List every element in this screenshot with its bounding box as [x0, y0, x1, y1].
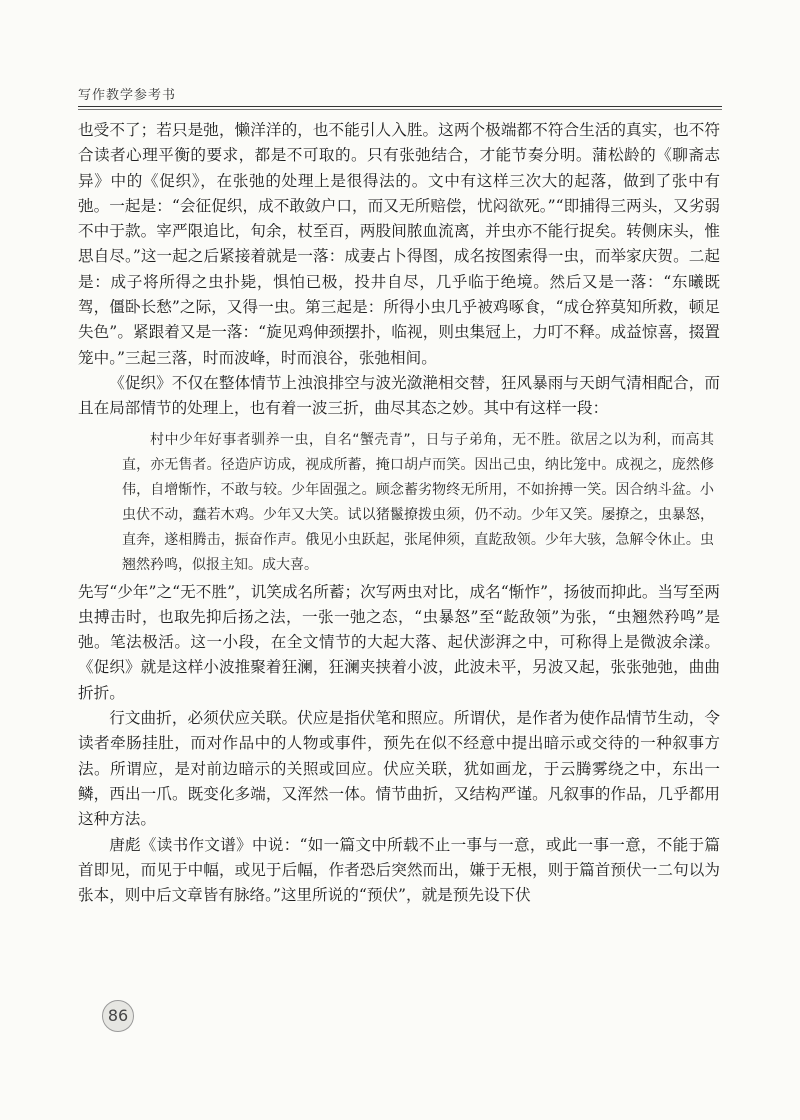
paragraph-4: 行文曲折，必须伏应关联。伏应是指伏笔和照应。所谓伏，是作者为使作品情节生动，令读者牵肠挂肚，而对作品中的人物或事件，预先在似不经意中提出暗示或交待的一种叙事方法。所谓应，是对前边暗示的关照或回应。伏应关联，犹如画龙，于云腾雾绕之中，东出一鳞，西出一爪。既变化多端，又浑然一体。情节曲折，又结构严谨。凡叙事的作品，几乎都用这种方法。 [78, 709, 720, 829]
page-number: 86 [102, 1000, 134, 1032]
paragraph-5: 唐彪《读书作文谱》中说：“如一篇文中所载不止一事与一意，或此一事一意，不能于篇首即见，而见于中幅，或见于后幅，作者恐后突然而出，嫌于无根，则于篇首预伏一二句以为张本，则中后文章皆有脉络。”这里所说的“预伏”，就是预先设下伏 [78, 835, 720, 905]
header-rule [78, 106, 722, 107]
running-header: 写作教学参考书 [78, 88, 177, 103]
page-body [78, 118, 720, 908]
paragraph-3: 先写“少年”之“无不胜”，讥笑成名所蓄；次写两虫对比，成名“惭怍”，扬彼而抑此。当写至两虫搏击时，也取先抑后扬之法，一张一弛之态，“虫暴怒”至“龁敌领”为张，“虫翘然矜鸣”是弛。笔法极活。这一小段，在全文情节的大起大落、起伏澎湃之中，可称得上是微波余漾。《促织》就是这样小波推聚着狂澜，狂澜夹挟着小波，此波未平，另波又起，张张弛弛，曲曲折折。 [78, 582, 720, 702]
quoted-excerpt: 村中少年好事者驯养一虫，自名“蟹壳青”，日与子弟角，无不胜。欲居之以为利，而高其直，亦无售者。径造庐访成，视成所蓄，掩口胡卢而笑。因出己虫，纳比笼中。成视之，庞然修伟，自增惭怍，不敢与较。少年固强之。顾念蓄劣物终无所用，不如拚搏一笑。因合纳斗盆。小虫伏不动，蠢若木鸡。少年又大笑。试以猪鬣撩拨虫须，仍不动。少年又笑。屡撩之，虫暴怒，直奔，遂相腾击，振奋作声。俄见小虫跃起，张尾伸须，直龁敌领。少年大骇，急解令休止。虫翘然矜鸣，似报主知。成大喜。 [122, 431, 714, 573]
paragraph-2: 《促织》不仅在整体情节上浊浪排空与波光潋滟相交替，狂风暴雨与天朗气清相配合，而且在局部情节的处理上，也有着一波三折，曲尽其态之妙。其中有这样一段： [78, 373, 720, 418]
paragraph-1: 也受不了；若只是弛，懒洋洋的，也不能引人入胜。这两个极端都不符合生活的真实，也不符合读者心理平衡的要求，都是不可取的。只有张弛结合，才能节奏分明。蒲松龄的《聊斋志异》中的《促织》，在张弛的处理上是很得法的。文中有这样三次大的起落，做到了张中有弛。一起是：“会征促织，成不敢敛户口，而又无所赔偿，忧闷欲死。”“即捕得三两头，又劣弱不中于款。宰严限追比，旬余，杖至百，两股间脓血流离，并虫亦不能行捉矣。转侧床头，惟思自尽。”这一起之后紧接着就是一落：成妻占卜得图，成名按图索得一虫，而举家庆贺。二起是：成子将所得之虫扑毙，惧怕已极，投井自尽，几乎临于绝境。然后又是一落：“东曦既驾，僵卧长愁”之际，又得一虫。第三起是：所得小虫几乎被鸡啄食，“成仓猝莫知所救，顿足失色”。紧跟着又是一落：“旋见鸡伸颈摆扑，临视，则虫集冠上，力叮不释。成益惊喜，掇置笼中。”三起三落，时而波峰，时而浪谷，张弛相间。 [78, 121, 720, 367]
header-rule-thin [78, 109, 722, 110]
